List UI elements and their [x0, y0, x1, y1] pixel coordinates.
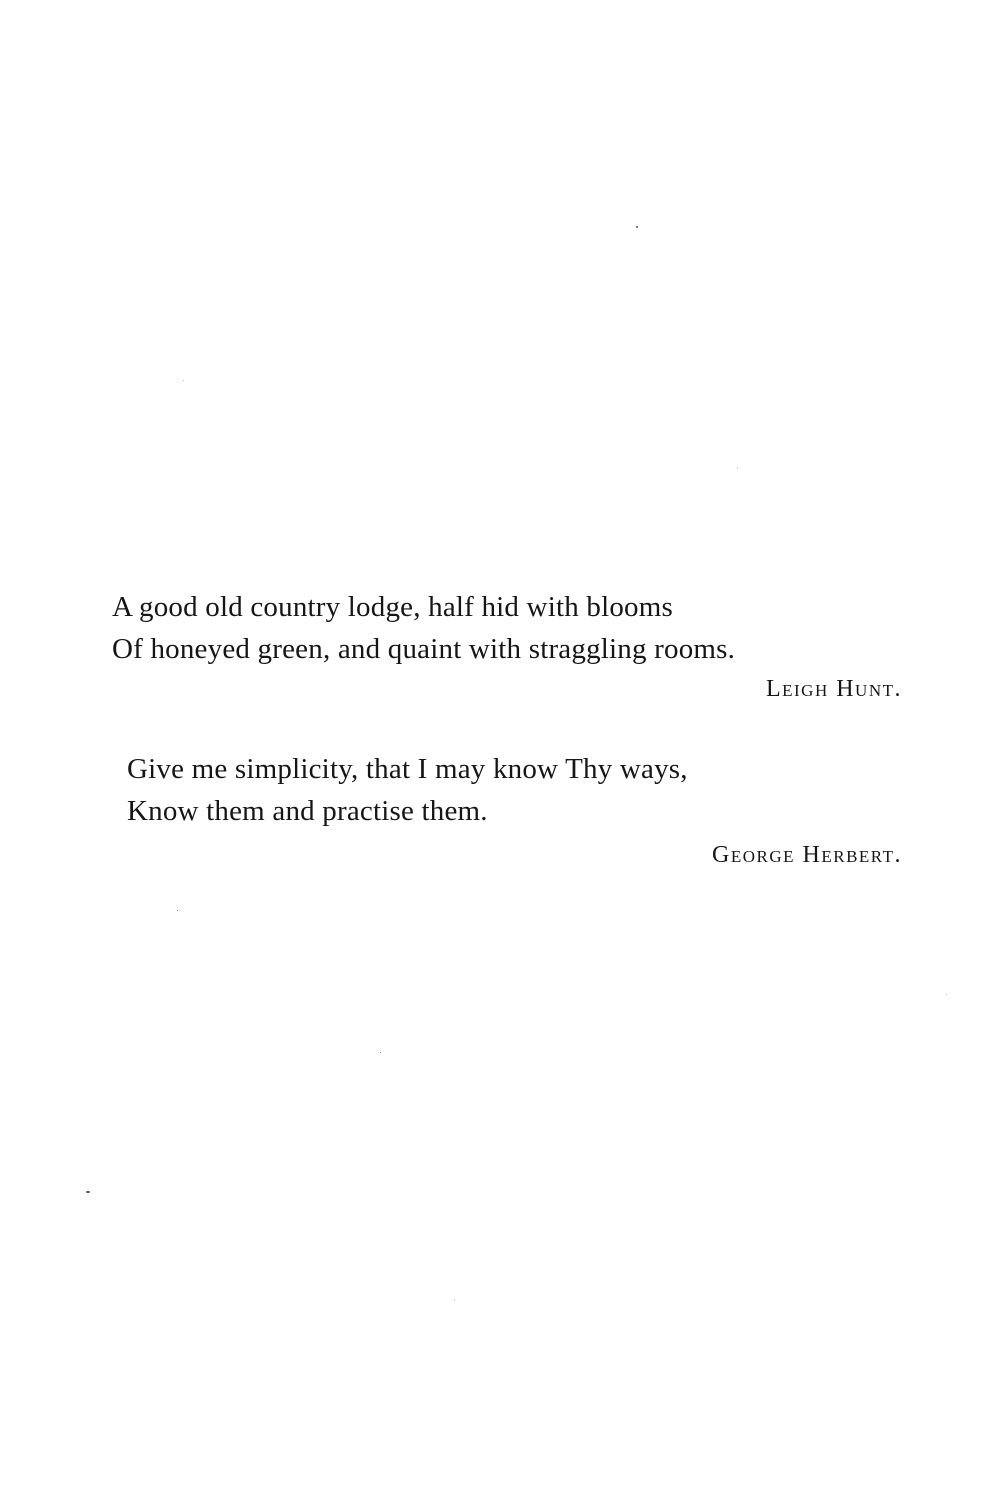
verse-line: Of honeyed green, and quaint with straggling rooms.: [112, 633, 736, 665]
epigraph-george-herbert: [127, 748, 902, 874]
scan-speck: [454, 1300, 455, 1301]
scan-speck: [636, 226, 638, 228]
scan-speck: [183, 380, 184, 381]
scan-speck: [177, 910, 178, 911]
verse-line: A good old country lodge, half hid with blooms: [112, 591, 673, 623]
scan-speck: [86, 1191, 90, 1193]
scan-speck: [380, 1052, 381, 1053]
verse-line: Know them and practise them.: [127, 795, 488, 827]
attribution: George Herbert.: [712, 842, 902, 868]
verse-line: Give me simplicity, that I may know Thy ways,: [127, 753, 688, 785]
epigraph-leigh-hunt: [112, 586, 902, 708]
scan-speck: [737, 467, 738, 468]
scan-speck: [946, 994, 947, 995]
attribution: Leigh Hunt.: [765, 676, 902, 702]
